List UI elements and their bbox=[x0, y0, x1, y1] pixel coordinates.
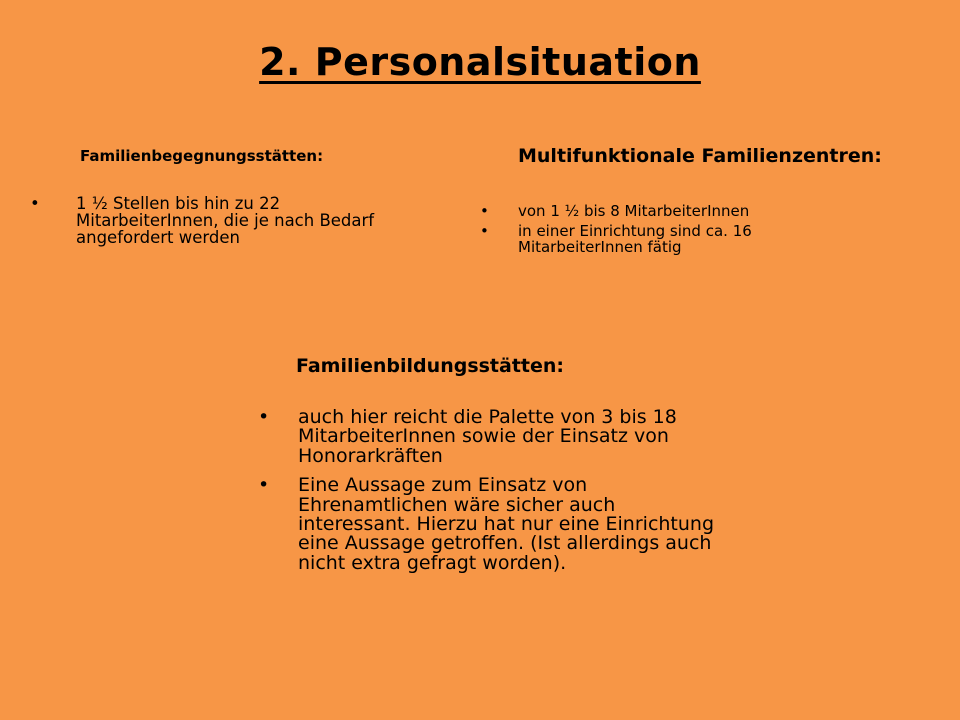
list-item: • Eine Aussage zum Einsatz von Ehrenamtlichen wäre sicher auch interessant. Hierzu hat nur eine Einrichtung eine Aussage getroffen. (Ist allerdings auch nicht extra gefragt worden). bbox=[298, 476, 718, 573]
multifunktionale-familienzentren-heading: Multifunktionale Familienzentren: bbox=[518, 145, 882, 167]
list-item: • von 1 ½ bis 8 MitarbeiterInnen bbox=[518, 204, 848, 219]
familienbegegnungsstaetten-heading: Familienbegegnungsstätten: bbox=[80, 147, 324, 165]
list-item: • 1 ½ Stellen bis hin zu 22 MitarbeiterInnen, die je nach Bedarf angefordert werden bbox=[76, 196, 376, 246]
multifunktionale-familienzentren-list bbox=[518, 204, 848, 260]
list-item: • in einer Einrichtung sind ca. 16 MitarbeiterInnen fätig bbox=[518, 224, 848, 255]
list-item: • auch hier reicht die Palette von 3 bis 18 MitarbeiterInnen sowie der Einsatz von Honorarkräften bbox=[298, 408, 718, 466]
familienbildungsstaetten-heading: Familienbildungsstätten: bbox=[296, 355, 565, 377]
familienbegegnungsstaetten-list bbox=[76, 196, 376, 246]
familienbildungsstaetten-list bbox=[298, 408, 718, 583]
slide-title: 2. Personalsituation bbox=[259, 40, 701, 84]
